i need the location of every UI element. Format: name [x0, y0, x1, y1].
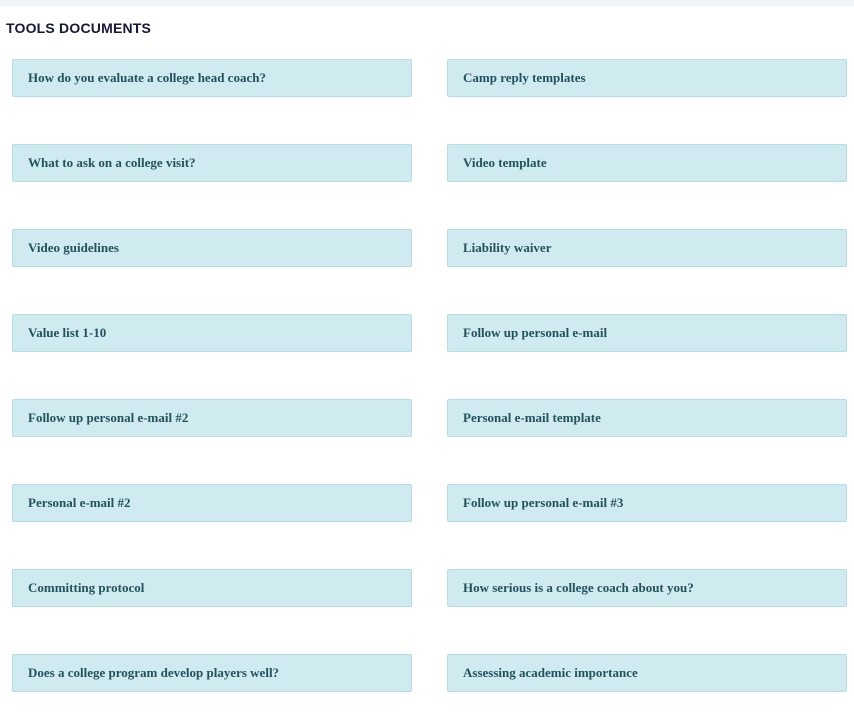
document-link-follow-up-email-2[interactable] — [12, 399, 412, 437]
document-label: Does a college program develop players well? — [28, 665, 280, 680]
document-link-video-template[interactable] — [447, 144, 847, 182]
document-label: What to ask on a college visit? — [28, 155, 196, 170]
document-label: Follow up personal e-mail #2 — [28, 410, 189, 425]
document-link-camp-reply-templates[interactable] — [447, 59, 847, 97]
document-link-follow-up-email[interactable] — [447, 314, 847, 352]
document-label: Follow up personal e-mail — [463, 325, 608, 340]
document-label: Personal e-mail template — [463, 410, 601, 425]
document-link-value-list[interactable] — [12, 314, 412, 352]
documents-grid — [12, 59, 848, 692]
document-label: Committing protocol — [28, 580, 145, 595]
document-link-college-visit-questions[interactable] — [12, 144, 412, 182]
document-link-personal-email-2[interactable] — [12, 484, 412, 522]
top-strip — [0, 0, 854, 6]
document-link-academic-importance[interactable] — [447, 654, 847, 692]
document-label: Video template — [463, 155, 547, 170]
document-link-personal-email-template[interactable] — [447, 399, 847, 437]
document-link-follow-up-email-3[interactable] — [447, 484, 847, 522]
document-label: How serious is a college coach about you? — [463, 580, 694, 595]
document-link-committing-protocol[interactable] — [12, 569, 412, 607]
document-label: Assessing academic importance — [463, 665, 638, 680]
section-title: TOOLS DOCUMENTS — [6, 20, 152, 36]
document-link-evaluate-head-coach[interactable] — [12, 59, 412, 97]
document-link-coach-seriousness[interactable] — [447, 569, 847, 607]
document-label: Personal e-mail #2 — [28, 495, 131, 510]
document-label: Video guidelines — [28, 240, 119, 255]
document-label: Value list 1-10 — [28, 325, 107, 340]
document-link-liability-waiver[interactable] — [447, 229, 847, 267]
document-label: Liability waiver — [463, 240, 552, 255]
document-label: Camp reply templates — [463, 70, 586, 85]
document-label: How do you evaluate a college head coach? — [28, 70, 266, 85]
document-link-video-guidelines[interactable] — [12, 229, 412, 267]
document-link-player-development[interactable] — [12, 654, 412, 692]
document-label: Follow up personal e-mail #3 — [463, 495, 624, 510]
